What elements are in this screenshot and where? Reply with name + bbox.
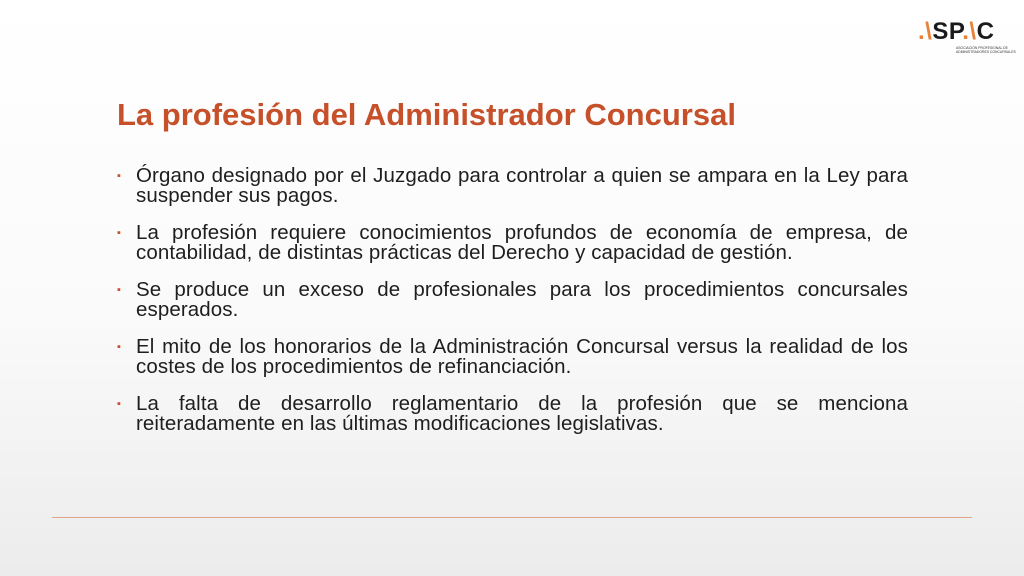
bullet-item <box>117 337 908 377</box>
bullet-text: Se produce un exceso de profesionales para los procedimientos concursales esperados. <box>136 278 908 321</box>
aspac-logo <box>918 18 1016 62</box>
bullet-item <box>117 394 908 434</box>
bullet-list <box>117 166 908 451</box>
bullet-marker-icon: ▪ <box>117 284 121 296</box>
slide-title: La profesión del Administrador Concursal <box>117 97 736 132</box>
bullet-marker-icon: ▪ <box>117 398 121 410</box>
bullet-item <box>117 223 908 263</box>
bullet-item <box>117 280 908 320</box>
bullet-text: El mito de los honorarios de la Administración Concursal versus la realidad de los costes de los procedimientos de refinanciación. <box>136 335 908 378</box>
bullet-item <box>117 166 908 206</box>
bullet-marker-icon: ▪ <box>117 227 121 239</box>
bullet-text: Órgano designado por el Juzgado para controlar a quien se ampara en la Ley para suspender sus pagos. <box>136 164 908 207</box>
bullet-marker-icon: ▪ <box>117 341 121 353</box>
logo-wordmark: .\SP.\C <box>918 18 995 45</box>
bullet-text: La falta de desarrollo reglamentario de la profesión que se menciona reiteradamente en las últimas modificaciones legislativas. <box>136 392 908 435</box>
footer-divider <box>52 517 972 518</box>
logo-subtitle: ASOCIACIÓN PROFESIONAL DE ADMINISTRADORES CONCURSALES <box>956 46 1016 55</box>
bullet-marker-icon: ▪ <box>117 170 121 182</box>
bullet-text: La profesión requiere conocimientos profundos de economía de empresa, de contabilidad, de distintas prácticas del Derecho y capacidad de gestión. <box>136 221 908 264</box>
